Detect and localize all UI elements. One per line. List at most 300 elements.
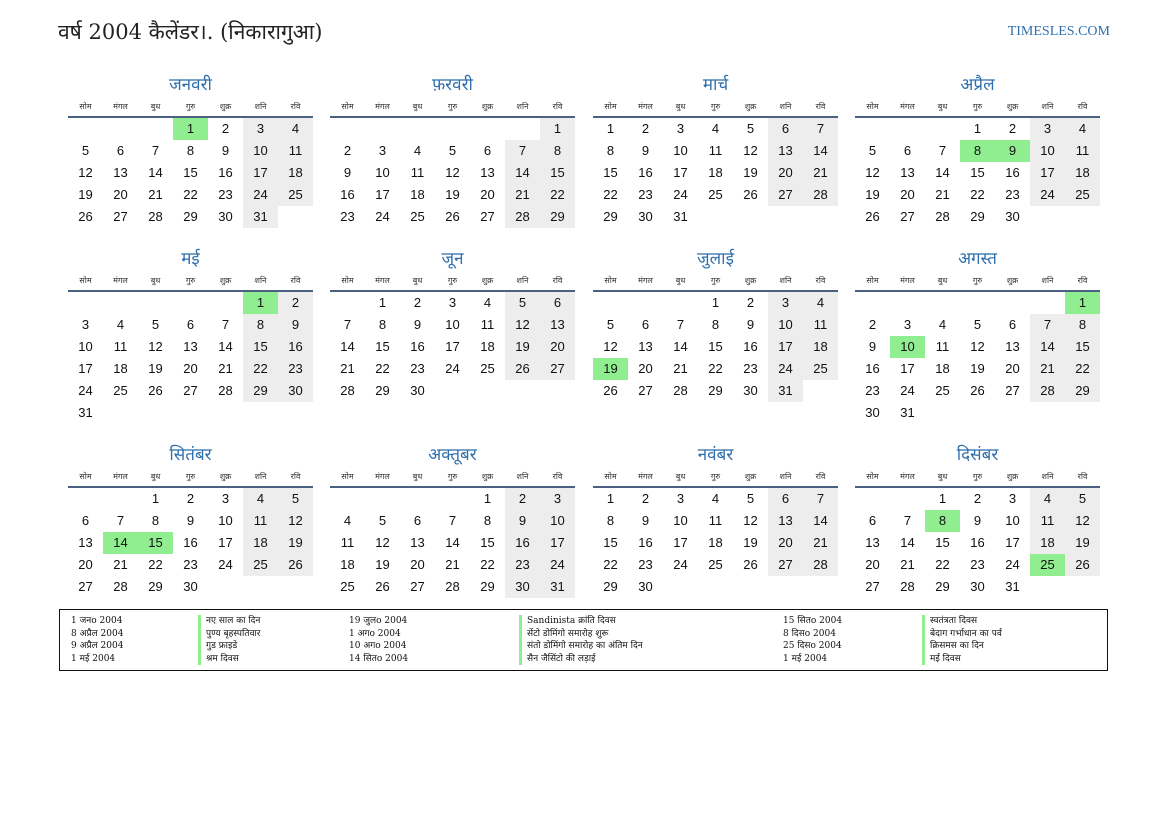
- legend-holiday: बेदाग गर्भाधान का पर्व: [922, 628, 1002, 641]
- day-cell: 30: [743, 383, 758, 398]
- day-cell: 26: [743, 187, 758, 202]
- day-cell: 18: [935, 361, 950, 376]
- day-cell: 31: [540, 576, 575, 598]
- day-cell: 16: [410, 339, 425, 354]
- day-cell: 20: [410, 557, 425, 572]
- day-cell: 17: [445, 339, 460, 354]
- day-cell: 14: [445, 535, 460, 550]
- weekday-header: [68, 468, 313, 486]
- day-cell: 20: [865, 557, 880, 572]
- day-cell: 9: [278, 314, 313, 336]
- month-block: [593, 442, 838, 598]
- day-cell: 29: [935, 579, 950, 594]
- day-cell: 11: [340, 535, 355, 550]
- day-cell: 12: [865, 165, 880, 180]
- weekday-label: शुक्र: [1006, 276, 1019, 285]
- day-cell: 5: [746, 491, 755, 506]
- day-cell: 27: [1005, 383, 1020, 398]
- day-cell: 24: [900, 383, 915, 398]
- weekday-label: शनि: [254, 472, 267, 481]
- day-cell: 16: [1005, 165, 1020, 180]
- day-cell: 11: [1030, 510, 1065, 532]
- day-cell: 16: [865, 361, 880, 376]
- day-cell: 20: [78, 557, 93, 572]
- day-cell: 18: [278, 162, 313, 184]
- day-cell: 26: [148, 383, 163, 398]
- day-cell: 5: [278, 488, 313, 510]
- day-cell: 25: [935, 383, 950, 398]
- weekday-label: रवि: [290, 472, 301, 481]
- day-cell: 1: [606, 491, 615, 506]
- weekday-label: शुक्र: [744, 472, 757, 481]
- day-cell: 16: [638, 535, 653, 550]
- day-cell: 8: [151, 513, 160, 528]
- weekday-label: सोम: [79, 102, 92, 111]
- day-cell: 25: [480, 361, 495, 376]
- weekday-label: मंगल: [113, 276, 128, 285]
- empty-cell: [890, 488, 925, 510]
- legend-holiday: संतो डोमिंगो समारोह का अंतिम दिन: [519, 640, 643, 653]
- weekday-label: बुध: [412, 472, 423, 481]
- day-cell: 5: [151, 317, 160, 332]
- day-cell: 30: [970, 579, 985, 594]
- day-cell: 22: [148, 557, 163, 572]
- weekday-label: रवि: [290, 276, 301, 285]
- day-cell: 20: [540, 336, 575, 358]
- weekday-header: [68, 272, 313, 290]
- day-cell: 23: [970, 557, 985, 572]
- day-cell: 30: [865, 405, 880, 420]
- day-cell: 2: [278, 292, 313, 314]
- day-cell: 26: [445, 209, 460, 224]
- day-cell: 26: [865, 209, 880, 224]
- day-cell: 21: [935, 187, 950, 202]
- day-cell: 27: [540, 358, 575, 380]
- legend-date: 9 अप्रैल 2004: [71, 641, 124, 651]
- month-block: [855, 72, 1100, 228]
- day-grid: [593, 488, 838, 598]
- weekday-label: मंगल: [900, 276, 915, 285]
- legend-date: 8 दिसo 2004: [783, 628, 836, 639]
- empty-cell: [435, 488, 470, 510]
- day-cell: 15: [708, 339, 723, 354]
- weekday-label: शनि: [779, 472, 792, 481]
- day-cell: 24: [540, 554, 575, 576]
- day-cell: 4: [243, 488, 278, 510]
- day-cell: 24: [1030, 184, 1065, 206]
- weekday-header: [593, 272, 838, 290]
- holiday-day-cell: 25: [1030, 554, 1065, 576]
- month-block: [855, 442, 1100, 598]
- day-cell: 18: [410, 187, 425, 202]
- weekday-label: शनि: [1041, 472, 1054, 481]
- day-cell: 2: [186, 491, 195, 506]
- day-cell: 4: [483, 295, 492, 310]
- weekday-label: शुक्र: [481, 472, 494, 481]
- legend-date: 10 अगo 2004: [349, 641, 407, 651]
- day-cell: 17: [78, 361, 93, 376]
- day-cell: 9: [186, 513, 195, 528]
- day-cell: 24: [218, 557, 233, 572]
- day-cell: 21: [900, 557, 915, 572]
- empty-cell: [103, 118, 138, 140]
- day-cell: 27: [78, 579, 93, 594]
- legend-date: 8 अप्रैल 2004: [71, 628, 124, 639]
- day-grid: [330, 118, 575, 228]
- month-name: फ़रवरी: [432, 75, 473, 95]
- weekday-label: गुरु: [710, 102, 721, 111]
- day-cell: 17: [768, 336, 803, 358]
- weekday-label: शुक्र: [744, 102, 757, 111]
- day-cell: 12: [375, 535, 390, 550]
- day-cell: 13: [865, 535, 880, 550]
- weekday-label: गुरु: [185, 102, 196, 111]
- day-cell: 25: [803, 358, 838, 380]
- day-cell: 11: [1065, 140, 1100, 162]
- day-cell: 14: [803, 140, 838, 162]
- month-block: [68, 72, 313, 228]
- weekday-label: शनि: [1041, 102, 1054, 111]
- day-cell: 3: [768, 292, 803, 314]
- empty-cell: [960, 292, 995, 314]
- day-cell: 20: [768, 532, 803, 554]
- legend-holiday: पुण्य बृहस्पतिवार: [198, 628, 260, 641]
- empty-cell: [330, 488, 365, 510]
- day-cell: 4: [413, 143, 422, 158]
- day-cell: 19: [970, 361, 985, 376]
- empty-cell: [208, 292, 243, 314]
- empty-cell: [68, 292, 103, 314]
- day-cell: 9: [973, 513, 982, 528]
- month-name: मार्च: [702, 75, 729, 95]
- day-cell: 4: [711, 491, 720, 506]
- day-cell: 5: [81, 143, 90, 158]
- day-cell: 9: [746, 317, 755, 332]
- day-cell: 9: [868, 339, 877, 354]
- day-cell: 7: [505, 140, 540, 162]
- day-cell: 5: [746, 121, 755, 136]
- day-cell: 30: [505, 576, 540, 598]
- day-cell: 30: [410, 383, 425, 398]
- weekday-header: [855, 98, 1100, 116]
- day-cell: 31: [1005, 579, 1020, 594]
- day-cell: 11: [410, 165, 425, 180]
- day-cell: 21: [803, 532, 838, 554]
- day-cell: 31: [673, 209, 688, 224]
- weekday-label: बुध: [675, 276, 686, 285]
- day-cell: 19: [1065, 532, 1100, 554]
- empty-cell: [68, 488, 103, 510]
- day-cell: 14: [900, 535, 915, 550]
- day-cell: 3: [540, 488, 575, 510]
- day-cell: 14: [340, 339, 355, 354]
- day-cell: 19: [743, 165, 758, 180]
- day-cell: 7: [1030, 314, 1065, 336]
- weekday-label: बुध: [150, 472, 161, 481]
- month-name: अप्रैल: [960, 75, 995, 95]
- day-cell: 20: [113, 187, 128, 202]
- weekday-header: [855, 468, 1100, 486]
- empty-cell: [855, 292, 890, 314]
- day-cell: 23: [410, 361, 425, 376]
- weekday-label: सोम: [79, 276, 92, 285]
- legend-date: 1 मई 2004: [71, 653, 116, 664]
- day-cell: 24: [375, 209, 390, 224]
- weekday-header: [593, 468, 838, 486]
- day-cell: 9: [641, 143, 650, 158]
- holiday-day-cell: 1: [1065, 292, 1100, 314]
- legend-holiday: गुड फ्राइडे: [198, 640, 260, 653]
- legend-dates-1: [71, 615, 123, 665]
- day-grid: [330, 488, 575, 598]
- legend-date: 14 सितo 2004: [349, 653, 409, 664]
- empty-cell: [890, 292, 925, 314]
- day-cell: 22: [375, 361, 390, 376]
- site-link[interactable]: TIMESLES.COM: [1007, 24, 1110, 39]
- day-cell: 14: [673, 339, 688, 354]
- day-cell: 25: [113, 383, 128, 398]
- day-cell: 7: [343, 317, 352, 332]
- day-cell: 20: [1005, 361, 1020, 376]
- empty-cell: [365, 118, 400, 140]
- day-cell: 5: [973, 317, 982, 332]
- day-cell: 16: [638, 165, 653, 180]
- day-cell: 21: [1030, 358, 1065, 380]
- day-cell: 8: [243, 314, 278, 336]
- day-cell: 2: [641, 491, 650, 506]
- holiday-day-cell: 1: [243, 292, 278, 314]
- day-cell: 6: [540, 292, 575, 314]
- weekday-label: गुरु: [185, 276, 196, 285]
- legend-date: 1 मई 2004: [783, 653, 828, 664]
- day-cell: 13: [768, 140, 803, 162]
- weekday-label: शनि: [254, 102, 267, 111]
- day-grid: [330, 292, 575, 402]
- day-cell: 22: [603, 187, 618, 202]
- day-cell: 2: [868, 317, 877, 332]
- day-cell: 1: [938, 491, 947, 506]
- day-cell: 22: [708, 361, 723, 376]
- weekday-label: बुध: [412, 276, 423, 285]
- day-cell: 20: [900, 187, 915, 202]
- weekday-label: सोम: [604, 102, 617, 111]
- day-cell: 6: [483, 143, 492, 158]
- legend-holiday: श्रम दिवस: [198, 653, 260, 666]
- weekday-label: सोम: [341, 472, 354, 481]
- day-cell: 15: [540, 162, 575, 184]
- day-cell: 17: [1030, 162, 1065, 184]
- day-cell: 15: [243, 336, 278, 358]
- day-cell: 17: [243, 162, 278, 184]
- day-cell: 13: [768, 510, 803, 532]
- day-cell: 10: [218, 513, 233, 528]
- day-cell: 24: [1005, 557, 1020, 572]
- holiday-day-cell: 14: [103, 532, 138, 554]
- day-cell: 11: [803, 314, 838, 336]
- month-block: [330, 246, 575, 402]
- day-cell: 22: [935, 557, 950, 572]
- day-cell: 13: [1005, 339, 1020, 354]
- day-cell: 1: [973, 121, 982, 136]
- weekday-label: रवि: [815, 102, 826, 111]
- day-cell: 11: [708, 143, 723, 158]
- day-cell: 29: [1065, 380, 1100, 402]
- legend-dates-2: [349, 615, 408, 665]
- day-grid: [68, 488, 313, 598]
- day-cell: 23: [505, 554, 540, 576]
- day-cell: 3: [676, 491, 685, 506]
- day-cell: 30: [1005, 209, 1020, 224]
- day-cell: 22: [183, 187, 198, 202]
- weekday-label: शुक्र: [219, 102, 232, 111]
- weekday-label: रवि: [815, 472, 826, 481]
- day-cell: 14: [803, 510, 838, 532]
- day-cell: 28: [113, 579, 128, 594]
- day-cell: 20: [183, 361, 198, 376]
- weekday-label: शनि: [516, 472, 529, 481]
- day-cell: 21: [148, 187, 163, 202]
- day-cell: 4: [803, 292, 838, 314]
- day-cell: 30: [183, 579, 198, 594]
- empty-cell: [138, 118, 173, 140]
- day-cell: 17: [1005, 535, 1020, 550]
- weekday-label: सोम: [341, 276, 354, 285]
- month-block: [593, 246, 838, 402]
- empty-cell: [330, 292, 365, 314]
- day-cell: 6: [868, 513, 877, 528]
- month-name: जनवरी: [169, 75, 212, 95]
- empty-cell: [855, 118, 890, 140]
- day-cell: 8: [378, 317, 387, 332]
- weekday-header: [855, 272, 1100, 290]
- weekday-label: गुरु: [972, 276, 983, 285]
- day-cell: 9: [505, 510, 540, 532]
- weekday-label: बुध: [937, 472, 948, 481]
- day-cell: 19: [78, 187, 93, 202]
- day-cell: 13: [410, 535, 425, 550]
- day-cell: 10: [445, 317, 460, 332]
- day-cell: 17: [673, 535, 688, 550]
- weekday-label: रवि: [815, 276, 826, 285]
- day-cell: 25: [410, 209, 425, 224]
- day-cell: 10: [243, 140, 278, 162]
- day-cell: 13: [540, 314, 575, 336]
- weekday-label: मंगल: [638, 276, 653, 285]
- day-cell: 21: [505, 184, 540, 206]
- month-block: [68, 246, 313, 424]
- day-cell: 19: [278, 532, 313, 554]
- day-cell: 16: [183, 535, 198, 550]
- day-cell: 26: [505, 358, 540, 380]
- day-cell: 25: [340, 579, 355, 594]
- day-cell: 30: [218, 209, 233, 224]
- day-cell: 1: [540, 118, 575, 140]
- day-cell: 16: [278, 336, 313, 358]
- weekday-label: मंगल: [638, 102, 653, 111]
- day-cell: 26: [603, 383, 618, 398]
- day-cell: 12: [278, 510, 313, 532]
- day-grid: [68, 292, 313, 424]
- day-cell: 11: [113, 339, 128, 354]
- day-cell: 20: [768, 162, 803, 184]
- day-cell: 5: [505, 292, 540, 314]
- weekday-label: सोम: [341, 102, 354, 111]
- day-cell: 21: [218, 361, 233, 376]
- weekday-header: [68, 98, 313, 116]
- empty-cell: [103, 292, 138, 314]
- weekday-label: सोम: [79, 472, 92, 481]
- legend-holiday: सैन जैसिंटो की लड़ाई: [519, 653, 643, 666]
- holiday-day-cell: 8: [960, 140, 995, 162]
- weekday-label: मंगल: [375, 472, 390, 481]
- day-cell: 11: [708, 513, 723, 528]
- day-cell: 30: [278, 380, 313, 402]
- day-cell: 17: [900, 361, 915, 376]
- legend-date: 1 अगo 2004: [349, 628, 401, 639]
- day-cell: 11: [243, 510, 278, 532]
- day-cell: 1: [711, 295, 720, 310]
- day-cell: 3: [1008, 491, 1017, 506]
- day-cell: 21: [445, 557, 460, 572]
- day-cell: 15: [1065, 336, 1100, 358]
- day-cell: 16: [505, 532, 540, 554]
- day-cell: 6: [116, 143, 125, 158]
- weekday-label: गुरु: [710, 472, 721, 481]
- weekday-label: बुध: [150, 102, 161, 111]
- day-cell: 28: [803, 184, 838, 206]
- day-cell: 19: [865, 187, 880, 202]
- legend-holiday: स्वतंत्रता दिवस: [922, 615, 1002, 628]
- day-cell: 11: [935, 339, 950, 354]
- day-cell: 7: [803, 118, 838, 140]
- day-cell: 23: [278, 358, 313, 380]
- day-cell: 13: [480, 165, 495, 180]
- day-cell: 8: [540, 140, 575, 162]
- holiday-day-cell: 19: [593, 358, 628, 380]
- day-cell: 5: [448, 143, 457, 158]
- day-grid: [593, 292, 838, 402]
- weekday-label: मंगल: [638, 472, 653, 481]
- day-cell: 5: [606, 317, 615, 332]
- day-cell: 23: [638, 187, 653, 202]
- day-cell: 24: [243, 184, 278, 206]
- day-cell: 6: [641, 317, 650, 332]
- weekday-label: गुरु: [447, 276, 458, 285]
- day-cell: 15: [970, 165, 985, 180]
- day-cell: 7: [221, 317, 230, 332]
- day-cell: 18: [340, 557, 355, 572]
- weekday-label: सोम: [866, 472, 879, 481]
- day-cell: 2: [221, 121, 230, 136]
- day-cell: 31: [78, 405, 93, 420]
- weekday-label: सोम: [604, 276, 617, 285]
- day-cell: 19: [505, 336, 540, 358]
- weekday-label: शुक्र: [219, 276, 232, 285]
- day-cell: 26: [375, 579, 390, 594]
- day-cell: 15: [183, 165, 198, 180]
- day-grid: [593, 118, 838, 228]
- day-cell: 5: [868, 143, 877, 158]
- day-cell: 15: [375, 339, 390, 354]
- day-cell: 7: [903, 513, 912, 528]
- day-cell: 27: [410, 579, 425, 594]
- month-name: जून: [441, 249, 464, 269]
- weekday-label: रवि: [1077, 102, 1088, 111]
- day-cell: 4: [1030, 488, 1065, 510]
- day-grid: [855, 488, 1100, 598]
- day-cell: 12: [743, 513, 758, 528]
- day-cell: 19: [743, 535, 758, 550]
